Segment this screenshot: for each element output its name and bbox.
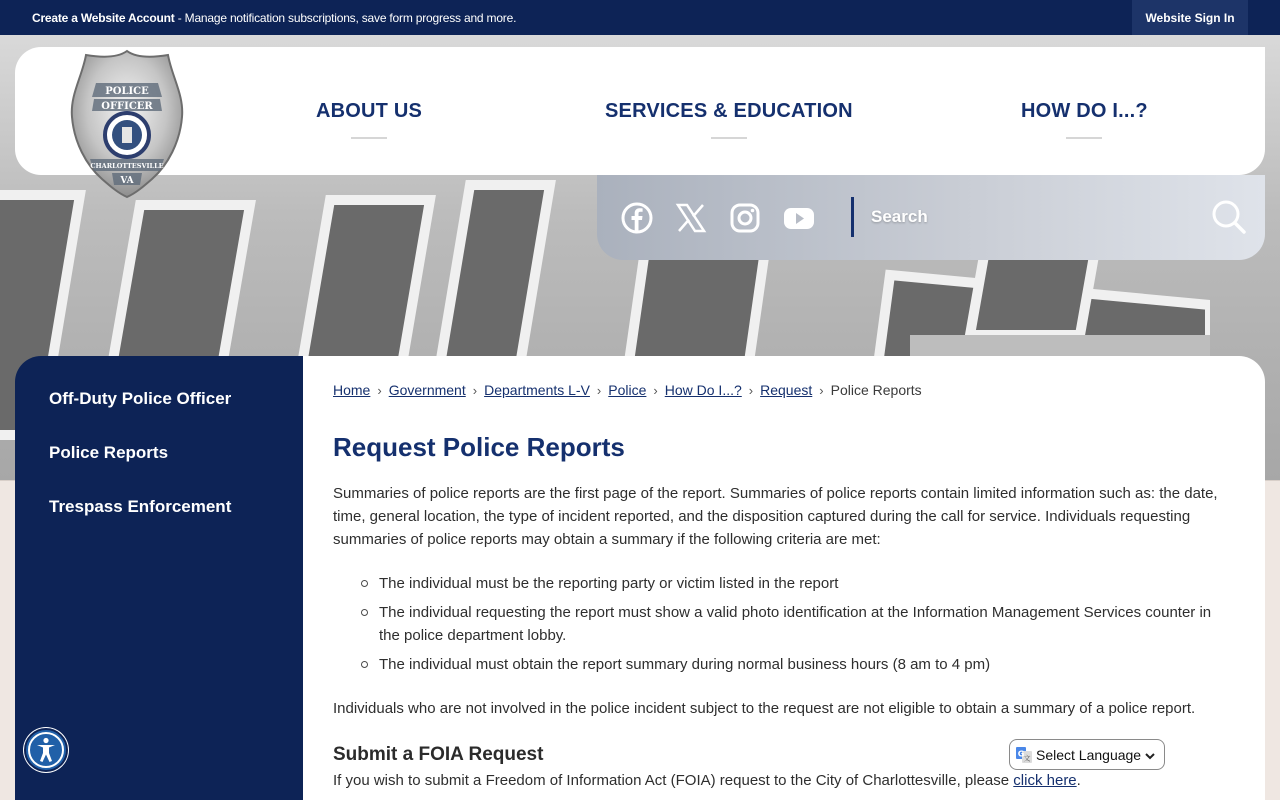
list-item: The individual must be the reporting party or victim listed in the report bbox=[333, 572, 1233, 595]
foia-click-here-link[interactable]: click here bbox=[1013, 772, 1077, 789]
foia-text: If you wish to submit a Freedom of Information Act (FOIA) request to the City of Charlottesville, please bbox=[333, 772, 1014, 789]
nav-services-education[interactable] bbox=[605, 100, 853, 139]
breadcrumb-home[interactable]: Home bbox=[333, 382, 371, 398]
language-select[interactable] bbox=[1009, 739, 1165, 770]
breadcrumb-departments[interactable]: Departments L-V bbox=[484, 382, 590, 398]
chevron-down-icon bbox=[1144, 749, 1156, 765]
search-icon[interactable] bbox=[1211, 199, 1247, 235]
breadcrumb bbox=[333, 382, 922, 398]
page-title: Request Police Reports bbox=[333, 432, 625, 462]
intro-paragraph: Summaries of police reports are the first page of the report. Summaries of police reports contain limited information such as: the date, time, general location, the type of incident reported, and the disposition captured during the call for service. Individuals requesting summaries of police reports may obtain a summary if the following criteria are met: bbox=[333, 485, 1218, 548]
breadcrumb-separator: › bbox=[653, 382, 658, 398]
account-description: - Manage notification subscriptions, save form progress and more. bbox=[174, 10, 517, 25]
breadcrumb-how-do-i[interactable]: How Do I...? bbox=[664, 382, 742, 398]
svg-text:文: 文 bbox=[1023, 754, 1031, 762]
foia-heading: Submit a FOIA Request bbox=[333, 744, 544, 765]
account-message bbox=[32, 11, 516, 25]
foia-paragraph bbox=[333, 772, 1081, 789]
nav-how-do-i[interactable] bbox=[1021, 100, 1148, 139]
create-account-link[interactable]: Create a Website Account bbox=[32, 10, 175, 25]
breadcrumb-separator: › bbox=[596, 382, 602, 398]
nav-services-education-label: SERVICES & EDUCATION bbox=[605, 100, 853, 122]
accessibility-icon[interactable] bbox=[23, 727, 69, 773]
instagram-icon[interactable] bbox=[729, 202, 761, 234]
ineligible-paragraph: Individuals who are not involved in the police incident subject to the request are not eligible to obtain a summary of a police report. bbox=[333, 700, 1196, 717]
nav-underline bbox=[711, 137, 747, 139]
breadcrumb-government[interactable]: Government bbox=[388, 382, 466, 398]
svg-text:G: G bbox=[1017, 749, 1025, 758]
breadcrumb-current: Police Reports bbox=[830, 382, 922, 398]
google-translate-icon bbox=[1016, 747, 1032, 763]
breadcrumb-separator: › bbox=[819, 382, 824, 398]
breadcrumb-separator: › bbox=[748, 382, 754, 398]
facebook-icon[interactable] bbox=[621, 202, 653, 234]
main-content bbox=[303, 356, 1265, 800]
social-search-bar bbox=[597, 175, 1265, 260]
language-select-label: Select Language bbox=[1036, 746, 1142, 763]
list-item: The individual requesting the report must show a valid photo identification at the Information Management Services counter in the police department lobby. bbox=[333, 601, 1233, 647]
search-input[interactable] bbox=[871, 199, 1191, 235]
nav-how-do-i-label: HOW DO I...? bbox=[1021, 100, 1148, 122]
website-sign-in-button[interactable]: Website Sign In bbox=[1132, 0, 1248, 35]
badge-text-city: CHARLOTTESVILLE bbox=[90, 162, 164, 170]
breadcrumb-separator: › bbox=[472, 382, 478, 398]
nav-about-us[interactable] bbox=[316, 100, 422, 139]
search-divider bbox=[851, 197, 854, 237]
nav-about-us-label: ABOUT US bbox=[316, 100, 423, 122]
badge-text-state: VA bbox=[120, 176, 134, 186]
sidebar-item-police-reports[interactable]: Police Reports bbox=[49, 443, 169, 462]
sidebar-item-trespass-enforcement[interactable]: Trespass Enforcement bbox=[49, 497, 232, 516]
criteria-list bbox=[333, 572, 1233, 682]
main-navigation bbox=[0, 100, 1280, 150]
youtube-icon[interactable] bbox=[783, 202, 815, 234]
breadcrumb-separator: › bbox=[377, 382, 382, 398]
breadcrumb-request[interactable]: Request bbox=[760, 382, 813, 398]
badge-text-officer: OFFICER bbox=[101, 101, 153, 112]
breadcrumb-police[interactable]: Police bbox=[608, 382, 647, 398]
sidebar-item-off-duty-police-officer[interactable]: Off-Duty Police Officer bbox=[49, 389, 232, 408]
nav-underline bbox=[351, 137, 387, 139]
x-twitter-icon[interactable] bbox=[675, 202, 707, 234]
nav-underline bbox=[1066, 137, 1102, 139]
badge-text-police: POLICE bbox=[105, 86, 149, 97]
top-utility-bar bbox=[0, 0, 1280, 35]
foia-period: . bbox=[1076, 772, 1081, 789]
list-item: The individual must obtain the report summary during normal business hours (8 am to 4 pm) bbox=[333, 653, 1233, 676]
